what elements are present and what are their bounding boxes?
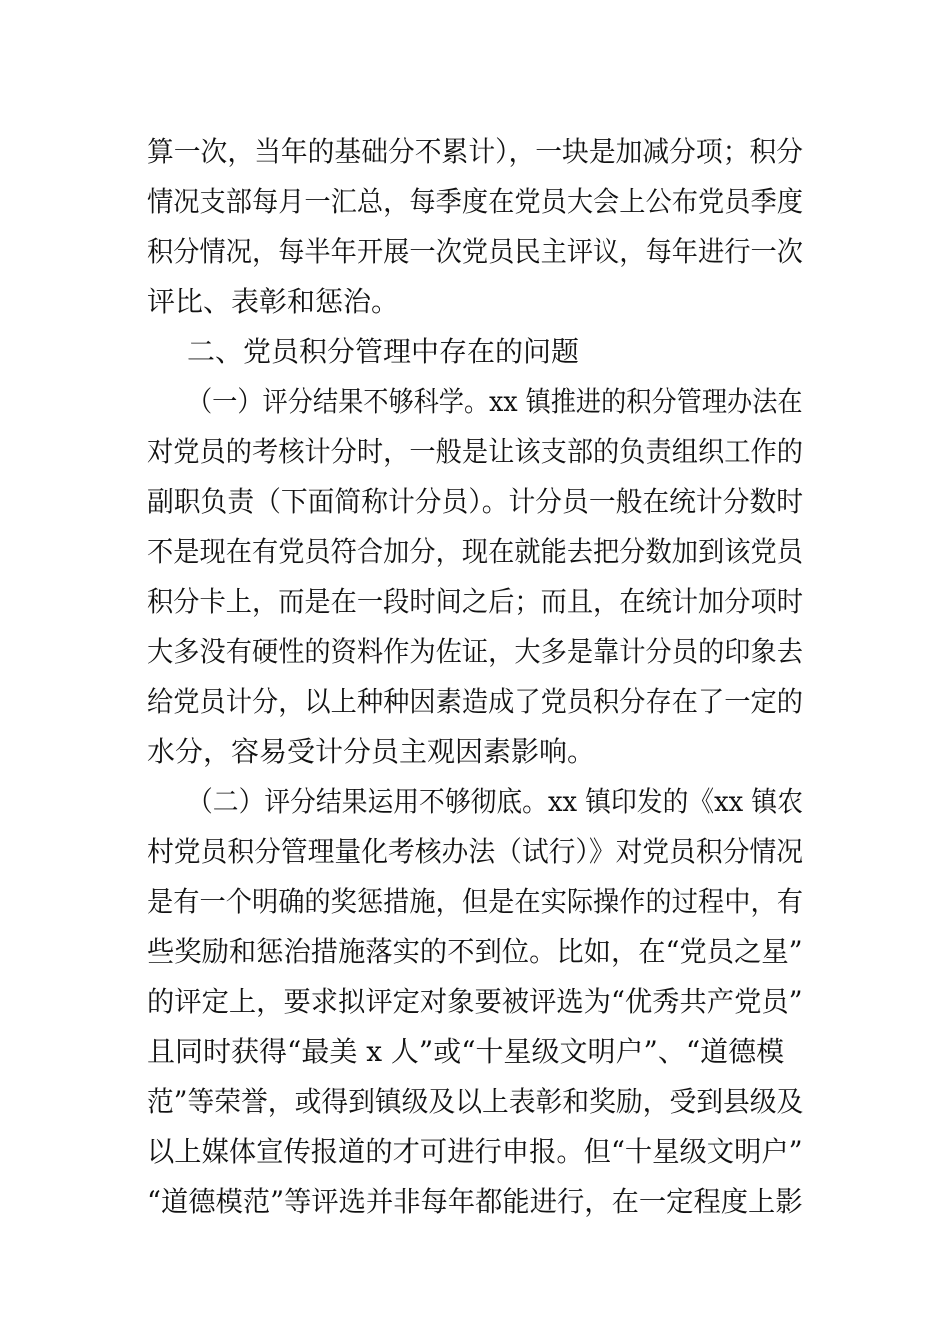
text-line: 评比、表彰和惩治。 <box>147 285 400 318</box>
text-line: 算一次，当年的基础分不累计），一块是加减分项；积分 <box>147 135 804 168</box>
text-line: 水分，容易受计分员主观因素影响。 <box>147 735 596 768</box>
text-line: 范”等荣誉，或得到镇级及以上表彰和奖励，受到县级及 <box>147 1085 804 1118</box>
text-line: 大多没有硬性的资料作为佐证，大多是靠计分员的印象去 <box>147 635 803 668</box>
text-line: 给党员计分，以上种种因素造成了党员积分存在了一定的 <box>147 685 803 718</box>
text-line: 对党员的考核计分时，一般是让该支部的负责组织工作的 <box>147 435 803 468</box>
text-line: 积分情况，每半年开展一次党员民主评议，每年进行一次 <box>147 235 803 268</box>
text-line: 是有一个明确的奖惩措施，但是在实际操作的过程中，有 <box>147 885 803 918</box>
text-line: 的评定上，要求拟评定对象要被评选为“优秀共产党员” <box>147 985 803 1018</box>
paragraph-start: （一）评分结果不够科学。xx 镇推进的积分管理办法在 <box>187 385 803 418</box>
text-line: 且同时获得“最美 x 人”或“十星级文明户”、“道德模 <box>147 1035 785 1068</box>
text-line: 副职负责（下面简称计分员）。计分员一般在统计分数时 <box>147 485 804 518</box>
text-line: 积分卡上，而是在一段时间之后；而且，在统计加分项时 <box>147 585 803 618</box>
text-line: 村党员积分管理量化考核办法（试行）》对党员积分情况 <box>147 835 804 868</box>
section-heading: 二、党员积分管理中存在的问题 <box>187 335 580 368</box>
text-line: 些奖励和惩治措施落实的不到位。比如，在“党员之星” <box>147 935 803 968</box>
paragraph-start: （二）评分结果运用不够彻底。xx 镇印发的《xx 镇农 <box>187 785 803 818</box>
text-line: 情况支部每月一汇总，每季度在党员大会上公布党员季度 <box>147 185 803 218</box>
text-line: “道德模范”等评选并非每年都能进行，在一定程度上影 <box>147 1185 803 1218</box>
text-line: 不是现在有党员符合加分，现在就能去把分数加到该党员 <box>147 535 803 568</box>
text-line: 以上媒体宣传报道的才可进行申报。但“十星级文明户” <box>147 1135 803 1168</box>
